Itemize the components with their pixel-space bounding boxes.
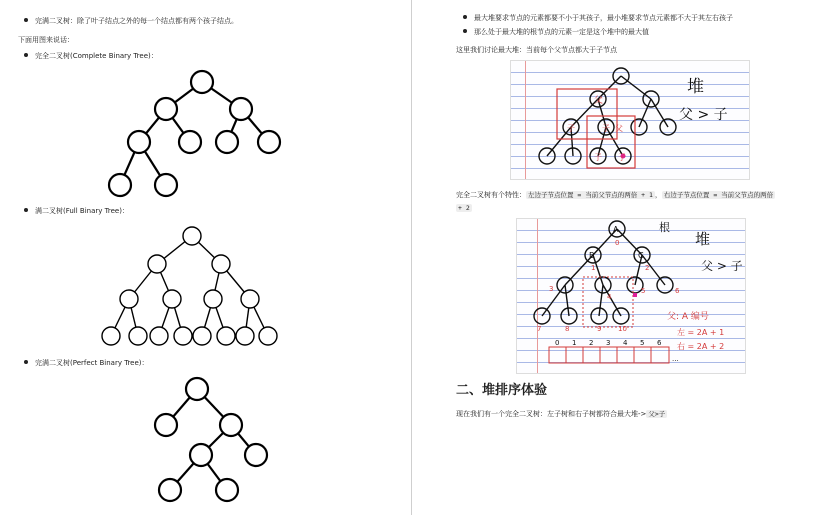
svg-text:0: 0 — [555, 339, 560, 347]
svg-text:4: 4 — [607, 293, 612, 301]
heap-index-sketch-photo — [516, 218, 746, 374]
left-page — [0, 0, 411, 515]
full-binary-tree-diagram — [98, 224, 288, 354]
tree-node — [258, 131, 280, 153]
bullet-complete-label: 完全二叉树(Complete Binary Tree)： — [24, 51, 158, 61]
svg-text:A: A — [613, 225, 619, 234]
svg-text:0: 0 — [615, 239, 620, 247]
label-zi: 子 — [594, 153, 602, 162]
tree-node — [109, 174, 131, 196]
svg-text:B: B — [589, 251, 595, 260]
svg-text:父 > 子: 父 > 子 — [701, 259, 743, 273]
label-zi: 子 — [618, 153, 626, 162]
property-line-1: 完全二叉树有个特性： 左边子节点位置 = 当前父节点的两倍 + 1 ， 右边子节点位置 = 当前父节点的两倍 — [456, 191, 774, 199]
svg-text:6: 6 — [675, 287, 680, 295]
right-page — [413, 0, 834, 515]
svg-text:3: 3 — [549, 285, 554, 293]
bullet-dot-icon — [24, 208, 28, 212]
heap-sketch-drawing — [511, 61, 749, 179]
page-divider — [411, 0, 412, 515]
tree-node — [155, 98, 177, 120]
bullet-dot-icon — [24, 18, 28, 22]
label-zi: 子 — [567, 124, 575, 133]
bullet-dot-icon — [24, 360, 28, 364]
tree-node — [216, 131, 238, 153]
svg-text:7: 7 — [537, 325, 542, 333]
complete-binary-tree-diagram — [100, 66, 300, 206]
svg-text:右 = 2A + 2: 右 = 2A + 2 — [677, 342, 725, 351]
bullet-max-heap-rule: 最大堆要求节点的元素都要不小于其孩子，最小堆要求节点元素都不大于其左右孩子 — [463, 13, 733, 23]
svg-text:...: ... — [672, 355, 679, 363]
bullet-perfect-label: 完满二叉树(Perfect Binary Tree)： — [24, 358, 149, 368]
svg-text:6: 6 — [657, 339, 662, 347]
svg-text:堆: 堆 — [695, 230, 711, 248]
tree-node — [155, 174, 177, 196]
label-fu: 父 — [594, 96, 604, 106]
svg-text:2: 2 — [645, 264, 650, 272]
svg-text:5: 5 — [640, 339, 645, 347]
tree-node — [230, 98, 252, 120]
svg-text:4: 4 — [623, 339, 628, 347]
svg-text:8: 8 — [565, 325, 570, 333]
perfect-binary-tree-diagram — [130, 373, 270, 508]
svg-text:1: 1 — [591, 264, 596, 272]
bullet-full-label: 满二叉树(Full Binary Tree)： — [24, 206, 129, 216]
svg-text:2: 2 — [589, 339, 594, 347]
svg-text:10: 10 — [618, 325, 627, 333]
label-fu: 父 — [615, 124, 623, 133]
tree-node — [191, 71, 213, 93]
heap-index-drawing — [517, 219, 745, 373]
now-text: 现在我们有一个完全二叉树：左子树和右子树都符合最大堆-> 父>子 — [456, 410, 666, 418]
label-zi: 子 — [602, 124, 610, 133]
svg-text:1: 1 — [572, 339, 577, 347]
svg-text:C: C — [638, 251, 644, 260]
tree-node — [128, 131, 150, 153]
relation-text: 父 > 子 — [679, 107, 728, 123]
svg-text:9: 9 — [597, 325, 602, 333]
heap-char: 堆 — [687, 77, 704, 97]
intro-text: 下面用图来说话： — [18, 36, 74, 44]
bullet-dot-icon — [24, 53, 28, 57]
discuss-text: 这里我们讨论最大堆：当前每个父节点都大于子节点 — [456, 46, 617, 54]
tree-node — [179, 131, 201, 153]
svg-text:5: 5 — [641, 287, 646, 295]
svg-text:左 = 2A + 1: 左 = 2A + 1 — [677, 328, 725, 337]
bullet-root-max: 那么处于最大堆的根节点的元素一定是这个堆中的最大值 — [463, 27, 649, 37]
bullet-dot-icon — [463, 29, 467, 33]
section-title: 二、堆排序体验 — [456, 383, 548, 398]
svg-text:根: 根 — [659, 221, 670, 234]
heap-sketch-photo — [510, 60, 750, 180]
bullet-full-tree-definition: 完满二叉树：除了叶子结点之外的每一个结点都有两个孩子结点。 — [24, 16, 238, 26]
property-line-2: + 2 — [458, 204, 470, 212]
svg-text:3: 3 — [606, 339, 611, 347]
svg-text:父: A 编号: 父: A 编号 — [667, 312, 709, 322]
bullet-dot-icon — [463, 15, 467, 19]
